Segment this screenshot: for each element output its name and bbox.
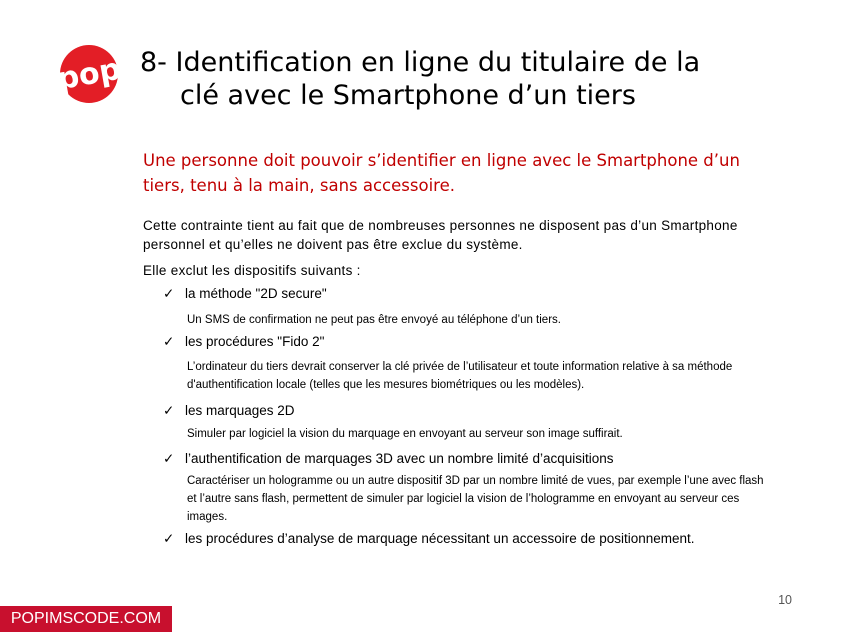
- subtitle: Une personne doit pouvoir s’identifier en ligne avec le Smartphone d’un tiers, tenu à la main, sans accessoire.: [143, 151, 740, 195]
- paragraph-list-intro: Elle exclut les dispositifs suivants :: [143, 263, 361, 278]
- title-line-2: clé avec le Smartphone d’un tiers: [180, 80, 636, 111]
- list-item-label: l’authentification de marquages 3D avec un nombre limité d’acquisitions: [185, 451, 614, 466]
- list-item-note: L’ordinateur du tiers devrait conserver la clé privée de l’utilisateur et toute information relative à sa méthode d'authentification locale (telles que les mesures biométriques ou les modèles).: [187, 361, 733, 391]
- paragraph-intro: Cette contrainte tient au fait que de nombreuses personnes ne disposent pas d’un Smartphone personnel et qu’elles ne doivent pas être exclue du système.: [143, 218, 738, 252]
- footer-brand-link[interactable]: POPIMSCODE.COM: [0, 606, 172, 632]
- check-icon: ✓: [163, 334, 175, 349]
- list-item: [163, 529, 783, 548]
- title-line-1: 8- Identification en ligne du titulaire de la: [140, 47, 701, 78]
- list-item-label: les procédures d’analyse de marquage nécessitant un accessoire de positionnement.: [185, 531, 695, 546]
- page-number: 10: [778, 593, 792, 607]
- page-title: [140, 46, 780, 112]
- list-item-label: la méthode "2D secure": [185, 286, 327, 301]
- list-item-note: Caractériser un hologramme ou un autre dispositif 3D par un nombre limité de vues, par exemple l’une avec flash et l’autre sans flash, permettent de simuler par logiciel la vision de l’hologramme en envoyant au serveur ces images.: [187, 475, 764, 523]
- list-item-note: Simuler par logiciel la vision du marquage en envoyant au serveur son image suffirait.: [187, 428, 623, 440]
- check-icon: ✓: [163, 286, 175, 301]
- check-icon: ✓: [163, 403, 175, 418]
- pop-logo: [52, 44, 126, 104]
- check-icon: ✓: [163, 451, 175, 466]
- list-item-label: les marquages 2D: [185, 403, 295, 418]
- list-item: [163, 449, 783, 468]
- list-item-note: Un SMS de confirmation ne peut pas être envoyé au téléphone d’un tiers.: [187, 314, 561, 326]
- list-item: [163, 401, 783, 420]
- list-item-label: les procédures "Fido 2": [185, 334, 325, 349]
- logo-text: pop: [54, 51, 124, 98]
- check-icon: ✓: [163, 531, 175, 546]
- list-item: [163, 284, 783, 303]
- list-item: [163, 332, 783, 351]
